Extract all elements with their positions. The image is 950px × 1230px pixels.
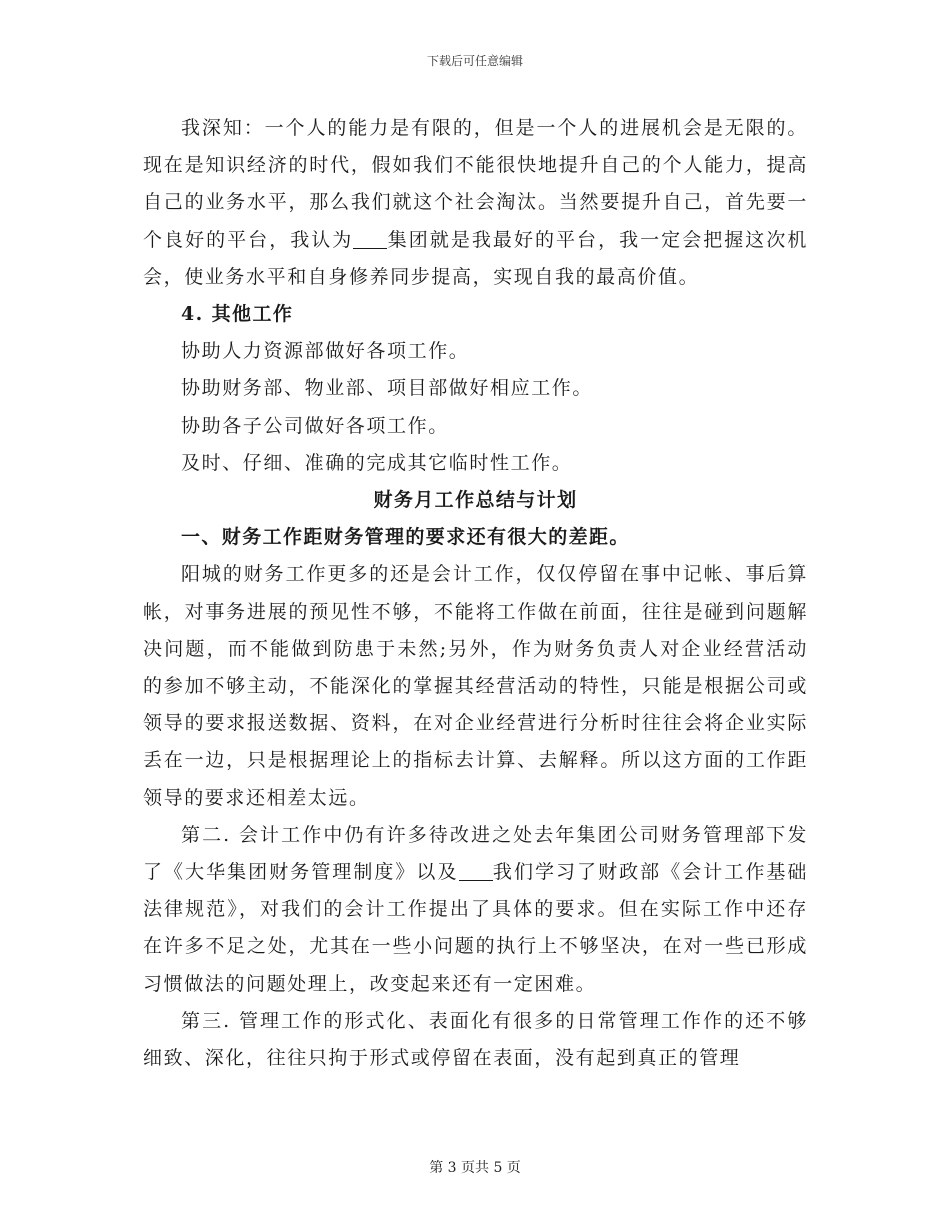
list-item: 协助各子公司做好各项工作。: [181, 414, 449, 437]
document-title: 财务月工作总结与计划: [373, 489, 578, 512]
paragraph-text: 第二. 会计工作中仍有许多待改进之处去年集团公司财务管理部下发了《大华集团财务管理制度》以及: [143, 823, 808, 884]
paragraph-accounting-improvements: [143, 817, 808, 1003]
paragraph-text: 集团就是我最好的平台，我一定会把握这次机会，使业务水平和自身修养同步提高，实现自我的最高价值。: [143, 228, 808, 288]
paragraph-management-formalism: 第三. 管理工作的形式化、表面化有很多的日常管理工作作的还不够细致、深化，往往只拘于形式或停留在表面，没有起到真正的管理: [143, 1009, 808, 1070]
section-heading-other-work: 4. 其他工作: [181, 303, 294, 326]
paragraph-self-reflection: [143, 110, 808, 296]
list-item: 及时、仔细、准确的完成其它临时性工作。: [181, 451, 573, 474]
paragraph-finance-work: 阳城的财务工作更多的还是会计工作，仅仅停留在事中记帐、事后算帐，对事务进展的预见性不够，不能将工作做在前面，往往是碰到问题解决问题，而不能做到防患于未然;另外，作为财务负责人对企业经营活动的参加不够主动，不能深化的掌握其经营活动的特性，只能是根据公司或领导的要求报送数据、资料，在对企业经营进行分析时往往会将企业实际丢在一边，只是根据理论上的指标去计算、去解释。所以这方面的工作距领导的要求还相差太远。: [143, 563, 808, 809]
section-heading-finance-gap: 一、财务工作距财务管理的要求还有很大的差距。: [181, 526, 630, 549]
fill-blank: [353, 229, 387, 249]
paragraph-text: 我深知：一个人的能力是有限的，但是一个人的进展机会是无限的。现在是知识经济的时代，假如我们不能很快地提升自己的个人能力，提高自己的业务水平，那么我们就这个社会淘汰。当然要提升自己，首先要一个良好的平台，我认为: [143, 117, 808, 251]
page-header: 下载后可任意编辑: [426, 54, 523, 68]
page-content: [143, 110, 808, 1077]
paragraph-text: 我们学习了财政部《会计工作基础法律规范》，对我们的会计工作提出了具体的要求。但在实际工作中还存在许多不足之处，尤其在一些小问题的执行上不够坚决，在对一些已形成习惯做法的问题处理上，改变起来还有一定困难。: [143, 861, 808, 995]
list-item: 协助财务部、物业部、项目部做好相应工作。: [181, 377, 594, 400]
page-footer: 第 3 页共 5 页: [429, 1160, 521, 1176]
fill-blank: [459, 861, 493, 881]
list-item: 协助人力资源部做好各项工作。: [181, 340, 470, 363]
